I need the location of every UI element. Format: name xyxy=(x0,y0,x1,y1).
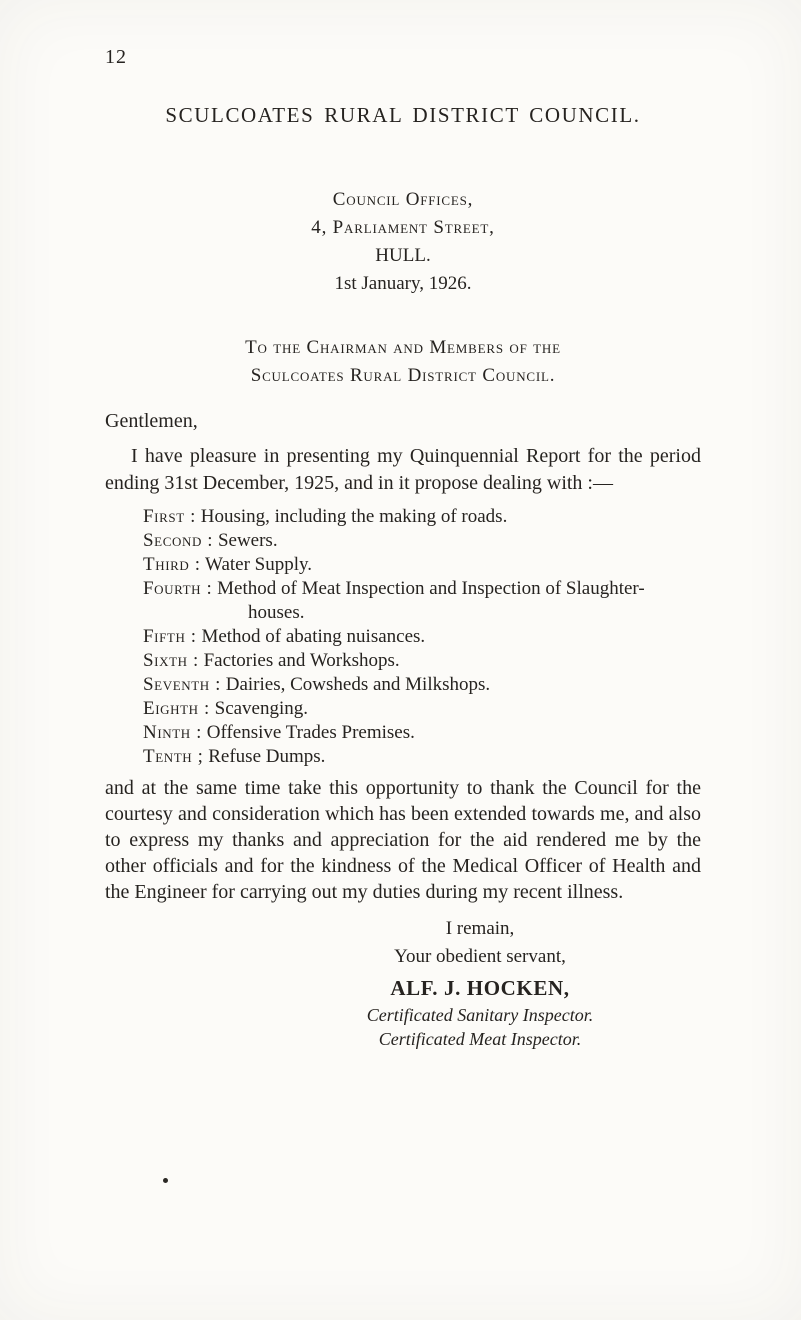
letterhead-street: 4, Parliament Street, xyxy=(311,217,495,238)
signature-remain: I remain, xyxy=(445,918,515,939)
list-item-text: Dairies, Cowsheds and Milkshops. xyxy=(225,674,491,695)
addressee-line-2: Sculcoates Rural District Council. xyxy=(250,365,556,386)
list-item-label: Seventh : xyxy=(143,674,221,695)
list-item xyxy=(143,529,648,553)
list-item xyxy=(143,625,648,649)
list-item xyxy=(143,673,648,697)
list-item-label: Eighth : xyxy=(143,698,210,719)
letterhead-date: 1st January, 1926. xyxy=(334,273,472,294)
list-item xyxy=(143,721,648,745)
list-item-text: Method of abating nuisances. xyxy=(201,626,426,647)
signature-role-2: Certificated Meat Inspector. xyxy=(378,1029,582,1049)
list-item-label: Fifth : xyxy=(143,626,197,647)
list-item-text: Method of Meat Inspection and Inspection of Slaughter-houses. xyxy=(217,578,645,623)
signature-servant: Your obedient servant, xyxy=(394,946,566,967)
signature-role-1: Certificated Sanitary Inspector. xyxy=(366,1005,594,1025)
list-item xyxy=(143,505,648,529)
letterhead-office: Council Offices, xyxy=(332,189,474,210)
letterhead xyxy=(105,186,701,298)
list-item xyxy=(143,649,648,673)
list-item xyxy=(143,577,648,625)
closing-paragraph: and at the same time take this opportunity to thank the Council for the courtesy and consideration which has been extended towards me, and also to express my thanks and appreciation for the aid rendered me by the other officials and for the kindness of the Medical Officer of Health and the Engineer for carrying out my duties during my recent illness. xyxy=(105,777,701,903)
list-item-label: Second : xyxy=(143,530,214,551)
signature-block xyxy=(315,915,645,1051)
signature-name: ALF. J. HOCKEN, xyxy=(390,976,570,1000)
list-item-label: Sixth : xyxy=(143,650,199,671)
letterhead-city: HULL. xyxy=(375,245,431,266)
list-item-label: Third : xyxy=(143,554,201,575)
list-item-label: Tenth ; xyxy=(143,746,204,767)
list-item-label: First : xyxy=(143,506,196,527)
addressee-block xyxy=(105,334,701,390)
list-item-text: Water Supply. xyxy=(205,554,313,575)
list-item-text: Sewers. xyxy=(217,530,278,551)
list-item-text: Refuse Dumps. xyxy=(208,746,326,767)
salutation-greeting: Gentlemen, xyxy=(105,410,198,432)
intro-paragraph: I have pleasure in presenting my Quinquennial Report for the period ending 31st December, 1925, and in it propose dealing with :— xyxy=(105,445,701,494)
list-item-text: Factories and Workshops. xyxy=(203,650,400,671)
page-number: 12 xyxy=(105,46,127,68)
topics-list xyxy=(143,505,648,769)
list-item xyxy=(143,745,648,769)
document-title: SCULCOATES RURAL DISTRICT COUNCIL. xyxy=(165,103,641,127)
print-artifact-dot xyxy=(163,1178,168,1183)
list-item-label: Ninth : xyxy=(143,722,202,743)
list-item-label: Fourth : xyxy=(143,578,213,599)
list-item-text: Offensive Trades Premises. xyxy=(206,722,415,743)
list-item-text: Housing, including the making of roads. xyxy=(200,506,508,527)
addressee-line-1: To the Chairman and Members of the xyxy=(245,337,561,358)
list-item xyxy=(143,697,648,721)
list-item xyxy=(143,553,648,577)
list-item-text: Scavenging. xyxy=(214,698,309,719)
